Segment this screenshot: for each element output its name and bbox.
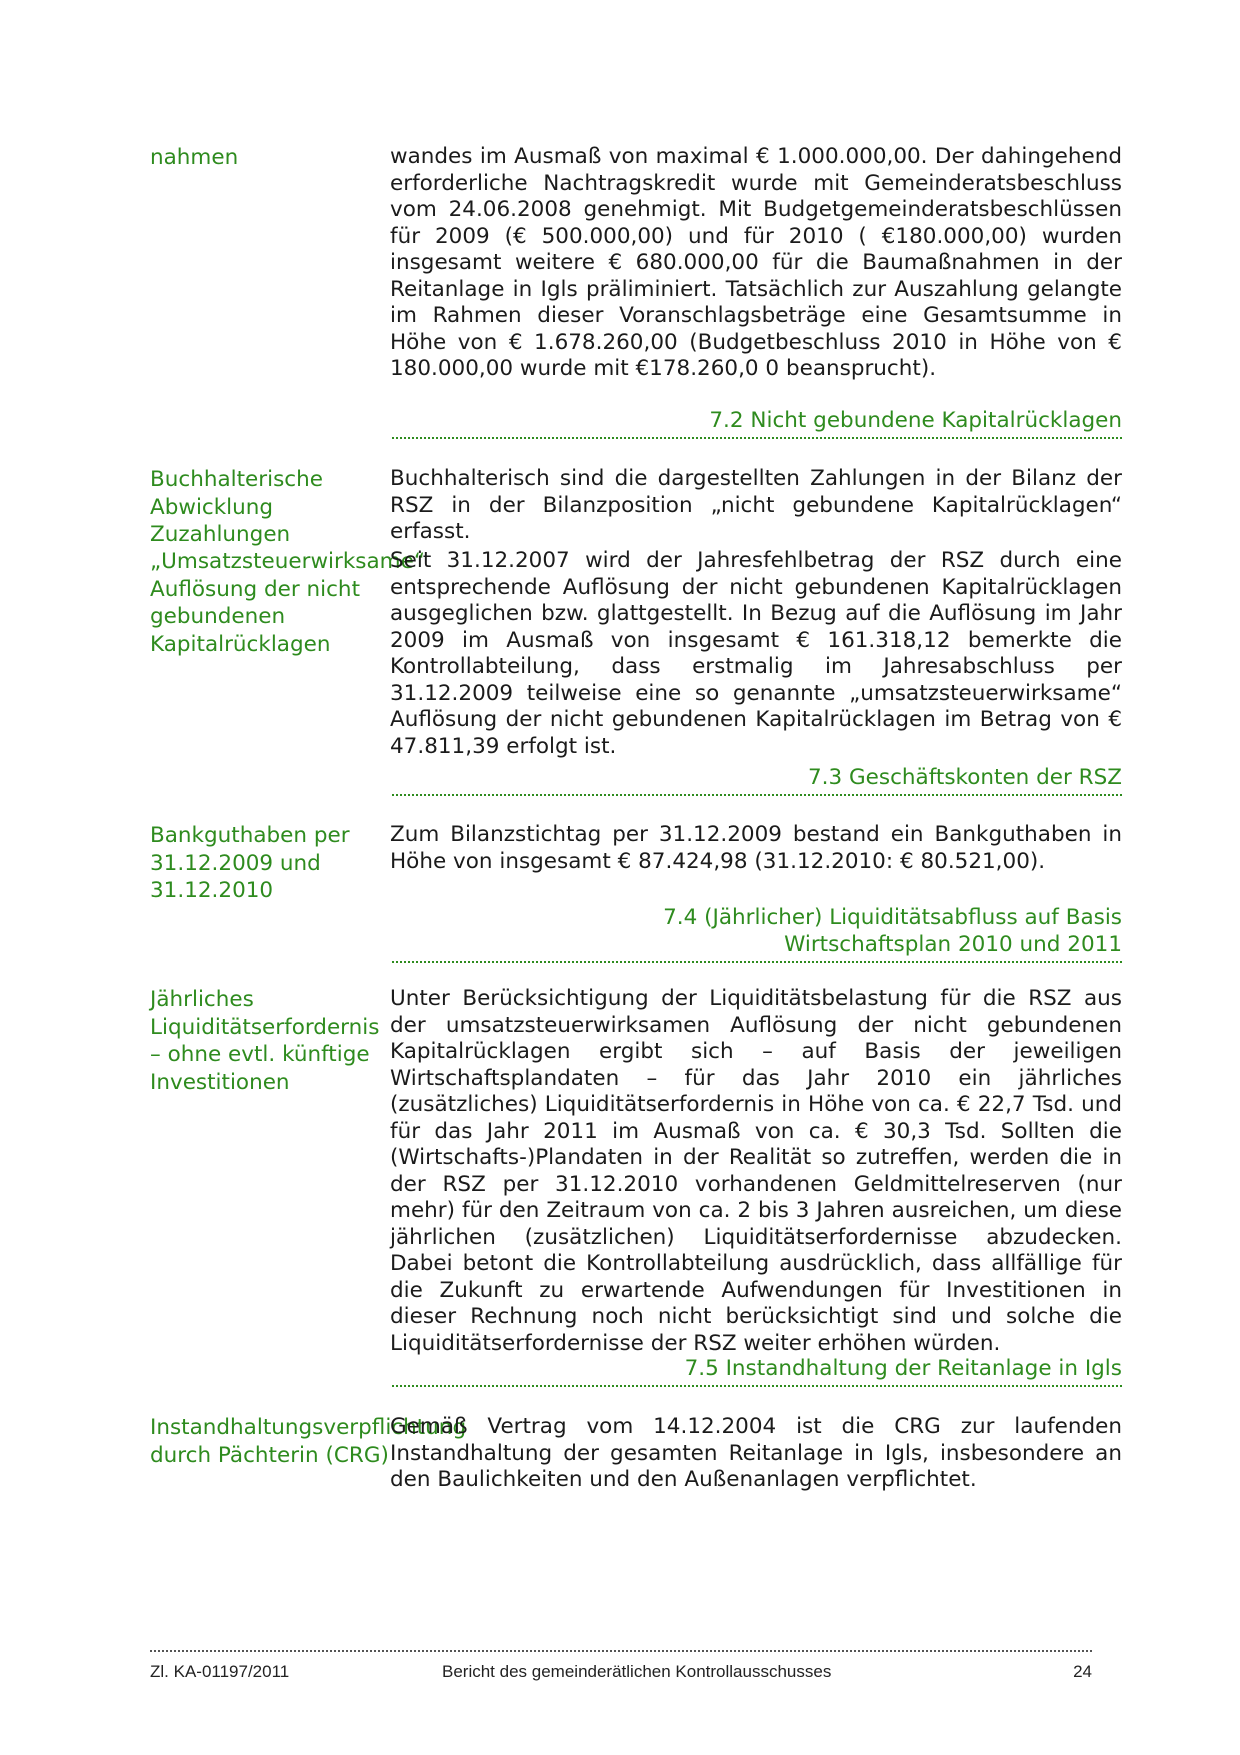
paragraph: Unter Berücksichtigung der Liquiditätsbelastung für die RSZ aus der umsatzsteuerwirksamen Auflösung der nicht gebundenen Kapitalrücklagen ergibt sich – auf Basis der jeweiligen Wirtschaftsplandaten – für das Jahr 2010 ein jährliches (zusätzliches) Liquiditätserfordernis in Höhe von ca. € 22,7 Tsd. und für das Jahr 2011 im Ausmaß von ca. € 30,3 Tsd. Sollten die (Wirtschafts-)Plandaten in der Realität so zutreffen, werden die in der RSZ per 31.12.2010 vorhandenen Geldmittelreserven (nur mehr) für den Zeitraum von ca. 2 bis 3 Jahren ausreichen, um diese jährlichen (zusätzlichen) Liquiditätserfordernisse abzudecken. Dabei betont die Kontrollabteilung ausdrücklich, dass allfällige für die Zukunft zu erwartende Aufwendungen für Investitionen in dieser Rechnung noch nicht berücksichtigt sind und solche die Liquiditätserfordernisse der RSZ weiter erhöhen würden. <box>390 986 1122 1356</box>
margin-note: Jährliches Liquiditätserfordernis – ohne evtl. künftige Investitionen <box>150 987 380 1095</box>
paragraph: wandes im Ausmaß von maximal € 1.000.000,00. Der dahingehend erforderliche Nachtragskredit wurde mit Gemeinderatsbeschluss vom 24.06.2008 genehmigt. Mit Budgetgemeinderatsbeschlüssen für 2009 (€ 500.000,00) und für 2010 ( €180.000,00) wurden insgesamt weitere € 680.000,00 für die Baumaßnahmen in der Reitanlage in Igls präliminiert. Tatsächlich zur Auszahlung gelangte im Rahmen dieser Voranschlagsbeträge eine Gesamtsumme in Höhe von € 1.678.260,00 (Budgetbeschluss 2010 in Höhe von € 180.000,00 wurde mit €178.260,0 0 beansprucht). <box>390 144 1122 381</box>
heading-7-3: 7.3 Geschäftskonten der RSZ <box>392 764 1122 796</box>
heading-7-4 <box>392 904 1122 963</box>
section-liquiditaetserfordernis <box>150 986 1122 1357</box>
footer-title: Bericht des gemeinderätlichen Kontrollausschusses <box>442 1662 832 1681</box>
paragraph: Buchhalterisch sind die dargestellten Zahlungen in der Bilanz der RSZ in der Bilanzposition „nicht gebundene Kapitalrücklagen“ erfasst. <box>390 466 1122 544</box>
heading-7-4-line2: Wirtschaftsplan 2010 und 2011 <box>784 932 1122 957</box>
margin-note: „Umsatzsteuerwirksame“ Auflösung der nicht gebundenen Kapitalrücklagen <box>150 549 425 657</box>
heading-7-5: 7.5 Instandhaltung der Reitanlage in Igls <box>392 1355 1122 1387</box>
footer-reference: Zl. KA-01197/2011 <box>150 1662 290 1681</box>
footer-divider <box>150 1650 1092 1652</box>
margin-note: nahmen <box>150 145 239 170</box>
margin-note: Instandhaltungsverpflichtung durch Pächterin (CRG) <box>150 1415 467 1468</box>
margin-note: Buchhalterische Abwicklung Zuzahlungen <box>150 467 323 547</box>
section-bankguthaben <box>150 822 1122 905</box>
paragraph: Seit 31.12.2007 wird der Jahresfehlbetrag der RSZ durch eine entsprechende Auflösung der nicht gebundenen Kapitalrücklagen ausgeglichen bzw. glattgestellt. In Bezug auf die Auflösung im Jahr 2009 im Ausmaß von insgesamt € 161.318,12 bemerkte die Kontrollabteilung, dass erstmalig im Jahresabschluss per 31.12.2009 teilweise eine so genannte „umsatzsteuerwirksame“ Auflösung der nicht gebundenen Kapitalrücklagen im Betrag von € 47.811,39 erfolgt ist. <box>390 548 1122 759</box>
heading-7-4-line1: 7.4 (Jährlicher) Liquiditätsabfluss auf Basis <box>663 905 1122 930</box>
section-instandhaltungsverpflichtung <box>150 1414 1122 1494</box>
section-continuation <box>150 144 1122 383</box>
heading-7-2: 7.2 Nicht gebundene Kapitalrücklagen <box>392 407 1122 439</box>
page-number: 24 <box>1073 1662 1092 1681</box>
section-buchhalterische-abwicklung <box>150 466 1122 549</box>
paragraph: Zum Bilanzstichtag per 31.12.2009 bestand ein Bankguthaben in Höhe von insgesamt € 87.424,98 (31.12.2010: € 80.521,00). <box>390 822 1122 874</box>
margin-note: Bankguthaben per 31.12.2009 und 31.12.2010 <box>150 823 350 903</box>
section-umsatzsteuerwirksame-aufloesung <box>150 548 1122 760</box>
paragraph: Gemäß Vertrag vom 14.12.2004 ist die CRG zur laufenden Instandhaltung der gesamten Reitanlage in Igls, insbesondere an den Baulichkeiten und den Außenanlagen verpflichtet. <box>390 1414 1122 1492</box>
